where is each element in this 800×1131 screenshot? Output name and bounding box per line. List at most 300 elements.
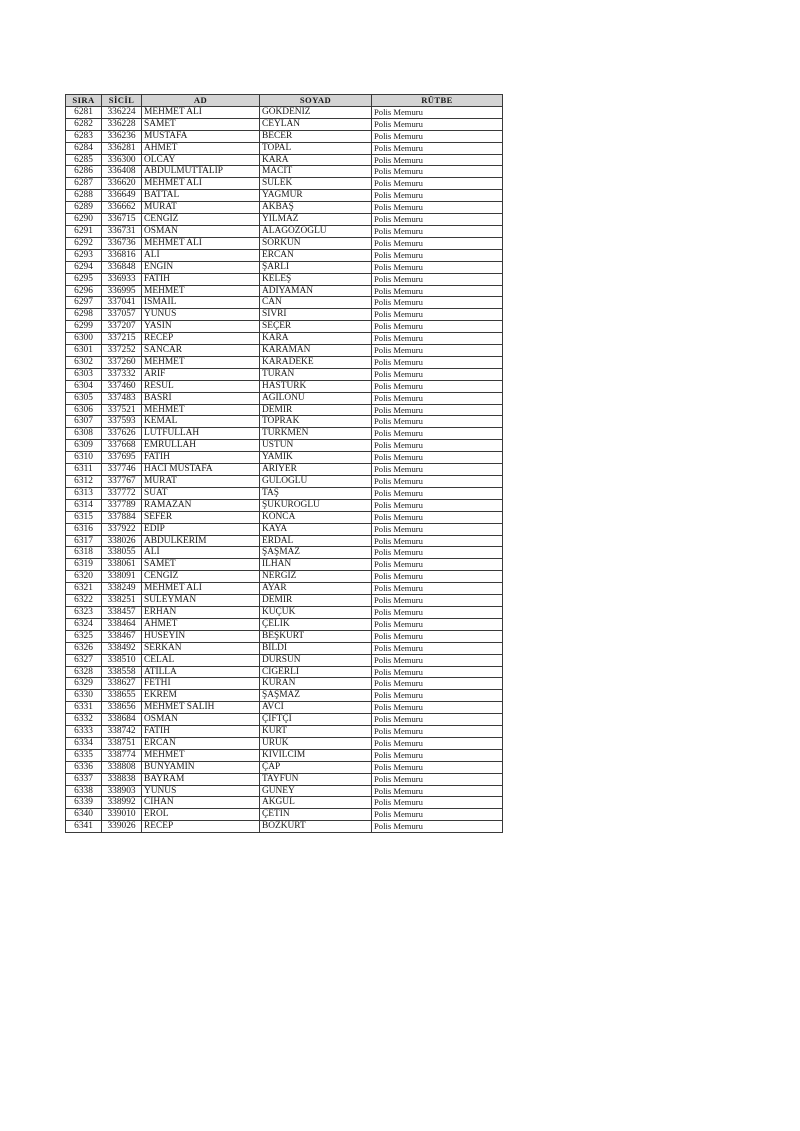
cell-sira: 6289	[66, 202, 102, 214]
cell-soyad: CAN	[260, 297, 372, 309]
cell-soyad: KURT	[260, 726, 372, 738]
table-row	[66, 487, 503, 499]
table-row	[66, 440, 503, 452]
table-row	[66, 321, 503, 333]
cell-rutbe: Polis Memuru	[372, 202, 503, 214]
table-row	[66, 214, 503, 226]
cell-rutbe: Polis Memuru	[372, 666, 503, 678]
cell-rutbe: Polis Memuru	[372, 154, 503, 166]
table-row	[66, 535, 503, 547]
cell-rutbe: Polis Memuru	[372, 606, 503, 618]
cell-soyad: DURSUN	[260, 654, 372, 666]
cell-sira: 6309	[66, 440, 102, 452]
cell-sicil: 337626	[102, 428, 142, 440]
cell-rutbe: Polis Memuru	[372, 547, 503, 559]
cell-ad: EROL	[142, 809, 260, 821]
cell-sicil: 337767	[102, 476, 142, 488]
cell-sicil: 337057	[102, 309, 142, 321]
cell-ad: OSMAN	[142, 714, 260, 726]
cell-sira: 6317	[66, 535, 102, 547]
cell-ad: EMRULLAH	[142, 440, 260, 452]
cell-soyad: URUK	[260, 737, 372, 749]
cell-sira: 6306	[66, 404, 102, 416]
cell-soyad: ÜSTÜN	[260, 440, 372, 452]
header-row	[66, 95, 503, 107]
cell-rutbe: Polis Memuru	[372, 690, 503, 702]
cell-sicil: 337746	[102, 464, 142, 476]
cell-rutbe: Polis Memuru	[372, 464, 503, 476]
cell-rutbe: Polis Memuru	[372, 440, 503, 452]
cell-ad: BAYRAM	[142, 773, 260, 785]
cell-soyad: TURAN	[260, 368, 372, 380]
cell-rutbe: Polis Memuru	[372, 821, 503, 833]
cell-sira: 6303	[66, 368, 102, 380]
cell-rutbe: Polis Memuru	[372, 428, 503, 440]
cell-ad: CİHAN	[142, 797, 260, 809]
cell-ad: FATİH	[142, 726, 260, 738]
cell-rutbe: Polis Memuru	[372, 535, 503, 547]
table-row	[66, 118, 503, 130]
cell-sicil: 338627	[102, 678, 142, 690]
cell-sicil: 338774	[102, 749, 142, 761]
cell-rutbe: Polis Memuru	[372, 702, 503, 714]
cell-ad: OLCAY	[142, 154, 260, 166]
cell-soyad: BECER	[260, 130, 372, 142]
cell-rutbe: Polis Memuru	[372, 380, 503, 392]
cell-sicil: 336662	[102, 202, 142, 214]
cell-sicil: 338249	[102, 583, 142, 595]
cell-sira: 6307	[66, 416, 102, 428]
cell-rutbe: Polis Memuru	[372, 333, 503, 345]
cell-sicil: 338457	[102, 606, 142, 618]
cell-sicil: 338091	[102, 571, 142, 583]
cell-soyad: ŞAŞMAZ	[260, 547, 372, 559]
cell-sira: 6321	[66, 583, 102, 595]
cell-sira: 6318	[66, 547, 102, 559]
cell-ad: SANCAR	[142, 345, 260, 357]
cell-ad: ERHAN	[142, 606, 260, 618]
cell-soyad: KAYA	[260, 523, 372, 535]
cell-sicil: 338742	[102, 726, 142, 738]
cell-ad: BATTAL	[142, 190, 260, 202]
table-row	[66, 368, 503, 380]
cell-sicil: 338992	[102, 797, 142, 809]
table-row	[66, 583, 503, 595]
cell-sira: 6313	[66, 487, 102, 499]
cell-sira: 6325	[66, 630, 102, 642]
column-header-soyad: SOYAD	[260, 95, 372, 107]
cell-soyad: HASTÜRK	[260, 380, 372, 392]
cell-rutbe: Polis Memuru	[372, 678, 503, 690]
cell-rutbe: Polis Memuru	[372, 130, 503, 142]
cell-sira: 6323	[66, 606, 102, 618]
cell-sira: 6305	[66, 392, 102, 404]
cell-rutbe: Polis Memuru	[372, 237, 503, 249]
cell-sicil: 338464	[102, 618, 142, 630]
cell-sicil: 338558	[102, 666, 142, 678]
cell-soyad: AKGÜL	[260, 797, 372, 809]
cell-rutbe: Polis Memuru	[372, 726, 503, 738]
table-row	[66, 511, 503, 523]
cell-rutbe: Polis Memuru	[372, 345, 503, 357]
table-row	[66, 261, 503, 273]
table-row	[66, 773, 503, 785]
table-row	[66, 618, 503, 630]
table-row	[66, 309, 503, 321]
cell-rutbe: Polis Memuru	[372, 511, 503, 523]
cell-sicil: 337460	[102, 380, 142, 392]
table-row	[66, 190, 503, 202]
cell-sira: 6282	[66, 118, 102, 130]
cell-soyad: BEŞKURT	[260, 630, 372, 642]
cell-ad: MEHMET	[142, 749, 260, 761]
cell-sicil: 337252	[102, 345, 142, 357]
cell-soyad: GÖKDENİZ	[260, 106, 372, 118]
cell-rutbe: Polis Memuru	[372, 249, 503, 261]
cell-sira: 6301	[66, 345, 102, 357]
cell-rutbe: Polis Memuru	[372, 285, 503, 297]
cell-rutbe: Polis Memuru	[372, 225, 503, 237]
cell-soyad: KARADEKE	[260, 356, 372, 368]
cell-sira: 6295	[66, 273, 102, 285]
table-row	[66, 821, 503, 833]
cell-rutbe: Polis Memuru	[372, 630, 503, 642]
cell-sira: 6337	[66, 773, 102, 785]
table-row	[66, 547, 503, 559]
table-row	[66, 476, 503, 488]
cell-sicil: 337593	[102, 416, 142, 428]
cell-ad: SAMET	[142, 118, 260, 130]
cell-sira: 6284	[66, 142, 102, 154]
cell-sira: 6339	[66, 797, 102, 809]
cell-sicil: 337483	[102, 392, 142, 404]
cell-ad: SERKAN	[142, 642, 260, 654]
cell-soyad: KELEŞ	[260, 273, 372, 285]
cell-ad: RAMAZAN	[142, 499, 260, 511]
table-row	[66, 749, 503, 761]
cell-soyad: AĞILÖNÜ	[260, 392, 372, 404]
cell-soyad: TAŞ	[260, 487, 372, 499]
cell-sicil: 337215	[102, 333, 142, 345]
cell-sicil: 336300	[102, 154, 142, 166]
cell-sicil: 336715	[102, 214, 142, 226]
cell-soyad: KONCA	[260, 511, 372, 523]
cell-rutbe: Polis Memuru	[372, 559, 503, 571]
cell-rutbe: Polis Memuru	[372, 178, 503, 190]
table-row	[66, 297, 503, 309]
cell-ad: FATİH	[142, 452, 260, 464]
table-row	[66, 571, 503, 583]
cell-ad: ALİ	[142, 547, 260, 559]
table-row	[66, 642, 503, 654]
cell-soyad: KIVILCIM	[260, 749, 372, 761]
table-row	[66, 666, 503, 678]
cell-rutbe: Polis Memuru	[372, 356, 503, 368]
cell-soyad: SORKUN	[260, 237, 372, 249]
cell-sicil: 336224	[102, 106, 142, 118]
cell-soyad: ŞARLI	[260, 261, 372, 273]
table-row	[66, 106, 503, 118]
table-row	[66, 726, 503, 738]
cell-soyad: CİĞERLİ	[260, 666, 372, 678]
cell-soyad: AVCI	[260, 702, 372, 714]
table-row	[66, 654, 503, 666]
cell-ad: ENGİN	[142, 261, 260, 273]
cell-rutbe: Polis Memuru	[372, 583, 503, 595]
cell-sira: 6300	[66, 333, 102, 345]
table-row	[66, 702, 503, 714]
cell-sicil: 336236	[102, 130, 142, 142]
cell-ad: ABDULKERİM	[142, 535, 260, 547]
cell-sira: 6322	[66, 595, 102, 607]
cell-sicil: 336848	[102, 261, 142, 273]
cell-sira: 6332	[66, 714, 102, 726]
cell-sira: 6286	[66, 166, 102, 178]
cell-sira: 6315	[66, 511, 102, 523]
cell-ad: MEHMET ALİ	[142, 237, 260, 249]
cell-ad: OSMAN	[142, 225, 260, 237]
cell-sicil: 337884	[102, 511, 142, 523]
cell-soyad: BİLDİ	[260, 642, 372, 654]
cell-sicil: 336995	[102, 285, 142, 297]
cell-sira: 6336	[66, 761, 102, 773]
table-row	[66, 380, 503, 392]
cell-ad: EDİP	[142, 523, 260, 535]
cell-sicil: 338808	[102, 761, 142, 773]
cell-ad: ERCAN	[142, 737, 260, 749]
cell-sira: 6341	[66, 821, 102, 833]
cell-soyad: NERGİZ	[260, 571, 372, 583]
cell-ad: MEHMET ALİ	[142, 106, 260, 118]
cell-sicil: 336620	[102, 178, 142, 190]
cell-rutbe: Polis Memuru	[372, 297, 503, 309]
cell-ad: MEHMET SALİH	[142, 702, 260, 714]
cell-ad: RESUL	[142, 380, 260, 392]
cell-ad: MEHMET	[142, 404, 260, 416]
cell-sicil: 337521	[102, 404, 142, 416]
cell-sira: 6292	[66, 237, 102, 249]
table-row	[66, 464, 503, 476]
cell-rutbe: Polis Memuru	[372, 642, 503, 654]
cell-soyad: GÜNEY	[260, 785, 372, 797]
cell-soyad: AKBAŞ	[260, 202, 372, 214]
cell-rutbe: Polis Memuru	[372, 118, 503, 130]
cell-sira: 6335	[66, 749, 102, 761]
column-header-rutbe: RÜTBE	[372, 95, 503, 107]
table-row	[66, 690, 503, 702]
table-row	[66, 714, 503, 726]
cell-soyad: AYAR	[260, 583, 372, 595]
cell-sira: 6326	[66, 642, 102, 654]
cell-rutbe: Polis Memuru	[372, 321, 503, 333]
cell-sicil: 337668	[102, 440, 142, 452]
cell-soyad: KARA	[260, 333, 372, 345]
cell-rutbe: Polis Memuru	[372, 273, 503, 285]
cell-rutbe: Polis Memuru	[372, 106, 503, 118]
cell-rutbe: Polis Memuru	[372, 785, 503, 797]
cell-ad: ARİF	[142, 368, 260, 380]
cell-ad: SUAT	[142, 487, 260, 499]
table-row	[66, 237, 503, 249]
table-row	[66, 345, 503, 357]
cell-ad: CELAL	[142, 654, 260, 666]
cell-sicil: 338838	[102, 773, 142, 785]
cell-sira: 6281	[66, 106, 102, 118]
cell-rutbe: Polis Memuru	[372, 773, 503, 785]
cell-soyad: ÇETİN	[260, 809, 372, 821]
cell-ad: ALİ	[142, 249, 260, 261]
cell-sicil: 337789	[102, 499, 142, 511]
cell-rutbe: Polis Memuru	[372, 571, 503, 583]
cell-sicil: 336228	[102, 118, 142, 130]
cell-rutbe: Polis Memuru	[372, 654, 503, 666]
cell-soyad: KARA	[260, 154, 372, 166]
table-row	[66, 285, 503, 297]
table-row	[66, 273, 503, 285]
cell-soyad: ALAGÖZOĞLU	[260, 225, 372, 237]
table-row	[66, 249, 503, 261]
cell-sira: 6329	[66, 678, 102, 690]
cell-soyad: ÇAP	[260, 761, 372, 773]
cell-ad: MEHMET ALİ	[142, 178, 260, 190]
cell-soyad: SÜLEK	[260, 178, 372, 190]
cell-sira: 6319	[66, 559, 102, 571]
cell-soyad: YAĞMUR	[260, 190, 372, 202]
cell-rutbe: Polis Memuru	[372, 618, 503, 630]
cell-sicil: 337772	[102, 487, 142, 499]
table-row	[66, 678, 503, 690]
cell-sira: 6316	[66, 523, 102, 535]
cell-rutbe: Polis Memuru	[372, 404, 503, 416]
cell-sira: 6287	[66, 178, 102, 190]
table-row	[66, 559, 503, 571]
cell-ad: ABDULMUTTALİP	[142, 166, 260, 178]
cell-ad: EKREM	[142, 690, 260, 702]
cell-sicil: 336933	[102, 273, 142, 285]
cell-sira: 6340	[66, 809, 102, 821]
cell-sira: 6334	[66, 737, 102, 749]
cell-sira: 6308	[66, 428, 102, 440]
cell-sira: 6330	[66, 690, 102, 702]
cell-soyad: KÜÇÜK	[260, 606, 372, 618]
table-row	[66, 452, 503, 464]
cell-soyad: GÜLOĞLU	[260, 476, 372, 488]
table-row	[66, 809, 503, 821]
cell-rutbe: Polis Memuru	[372, 214, 503, 226]
cell-ad: AHMET	[142, 618, 260, 630]
cell-rutbe: Polis Memuru	[372, 476, 503, 488]
cell-soyad: YAMIK	[260, 452, 372, 464]
cell-sira: 6314	[66, 499, 102, 511]
cell-soyad: ARIYER	[260, 464, 372, 476]
cell-soyad: ŞÜKÜROĞLU	[260, 499, 372, 511]
cell-soyad: SİVRİ	[260, 309, 372, 321]
cell-soyad: SEÇER	[260, 321, 372, 333]
cell-soyad: ERCAN	[260, 249, 372, 261]
cell-sira: 6312	[66, 476, 102, 488]
cell-rutbe: Polis Memuru	[372, 714, 503, 726]
cell-ad: SÜLEYMAN	[142, 595, 260, 607]
cell-sira: 6299	[66, 321, 102, 333]
table-row	[66, 785, 503, 797]
table-row	[66, 499, 503, 511]
cell-rutbe: Polis Memuru	[372, 368, 503, 380]
column-header-sicil: SİCİL	[102, 95, 142, 107]
cell-sicil: 338061	[102, 559, 142, 571]
cell-ad: FETHİ	[142, 678, 260, 690]
cell-soyad: MACİT	[260, 166, 372, 178]
table-header	[66, 95, 503, 107]
table-row	[66, 178, 503, 190]
cell-ad: HACI MUSTAFA	[142, 464, 260, 476]
cell-sicil: 338467	[102, 630, 142, 642]
cell-ad: MUSTAFA	[142, 130, 260, 142]
cell-sira: 6310	[66, 452, 102, 464]
table-body	[66, 106, 503, 832]
cell-soyad: BOZKURT	[260, 821, 372, 833]
cell-sicil: 337332	[102, 368, 142, 380]
cell-sira: 6296	[66, 285, 102, 297]
column-header-sira: SIRA	[66, 95, 102, 107]
cell-soyad: DEMİR	[260, 595, 372, 607]
cell-rutbe: Polis Memuru	[372, 487, 503, 499]
cell-sira: 6294	[66, 261, 102, 273]
cell-sira: 6290	[66, 214, 102, 226]
cell-ad: MURAT	[142, 476, 260, 488]
cell-rutbe: Polis Memuru	[372, 416, 503, 428]
cell-ad: RECEP	[142, 333, 260, 345]
cell-soyad: DEMİR	[260, 404, 372, 416]
cell-sicil: 338492	[102, 642, 142, 654]
cell-rutbe: Polis Memuru	[372, 452, 503, 464]
cell-ad: MEHMET	[142, 285, 260, 297]
cell-ad: SEFER	[142, 511, 260, 523]
cell-ad: LÜTFULLAH	[142, 428, 260, 440]
cell-ad: KEMAL	[142, 416, 260, 428]
table-row	[66, 737, 503, 749]
cell-sira: 6338	[66, 785, 102, 797]
cell-rutbe: Polis Memuru	[372, 309, 503, 321]
cell-ad: MEHMET ALİ	[142, 583, 260, 595]
table-row	[66, 142, 503, 154]
cell-sira: 6291	[66, 225, 102, 237]
cell-sicil: 336816	[102, 249, 142, 261]
cell-rutbe: Polis Memuru	[372, 166, 503, 178]
cell-sicil: 338026	[102, 535, 142, 547]
cell-sicil: 337695	[102, 452, 142, 464]
column-header-ad: AD	[142, 95, 260, 107]
table-row	[66, 166, 503, 178]
cell-ad: BÜNYAMİN	[142, 761, 260, 773]
cell-rutbe: Polis Memuru	[372, 595, 503, 607]
cell-sira: 6328	[66, 666, 102, 678]
cell-ad: SAMET	[142, 559, 260, 571]
cell-soyad: CEYLAN	[260, 118, 372, 130]
table-row	[66, 392, 503, 404]
cell-rutbe: Polis Memuru	[372, 749, 503, 761]
cell-ad: MURAT	[142, 202, 260, 214]
cell-soyad: TOPRAK	[260, 416, 372, 428]
cell-rutbe: Polis Memuru	[372, 261, 503, 273]
cell-ad: CENGİZ	[142, 214, 260, 226]
cell-ad: BASRİ	[142, 392, 260, 404]
cell-sira: 6302	[66, 356, 102, 368]
table-row	[66, 797, 503, 809]
table-row	[66, 416, 503, 428]
table-row	[66, 333, 503, 345]
cell-ad: RECEP	[142, 821, 260, 833]
cell-sira: 6298	[66, 309, 102, 321]
